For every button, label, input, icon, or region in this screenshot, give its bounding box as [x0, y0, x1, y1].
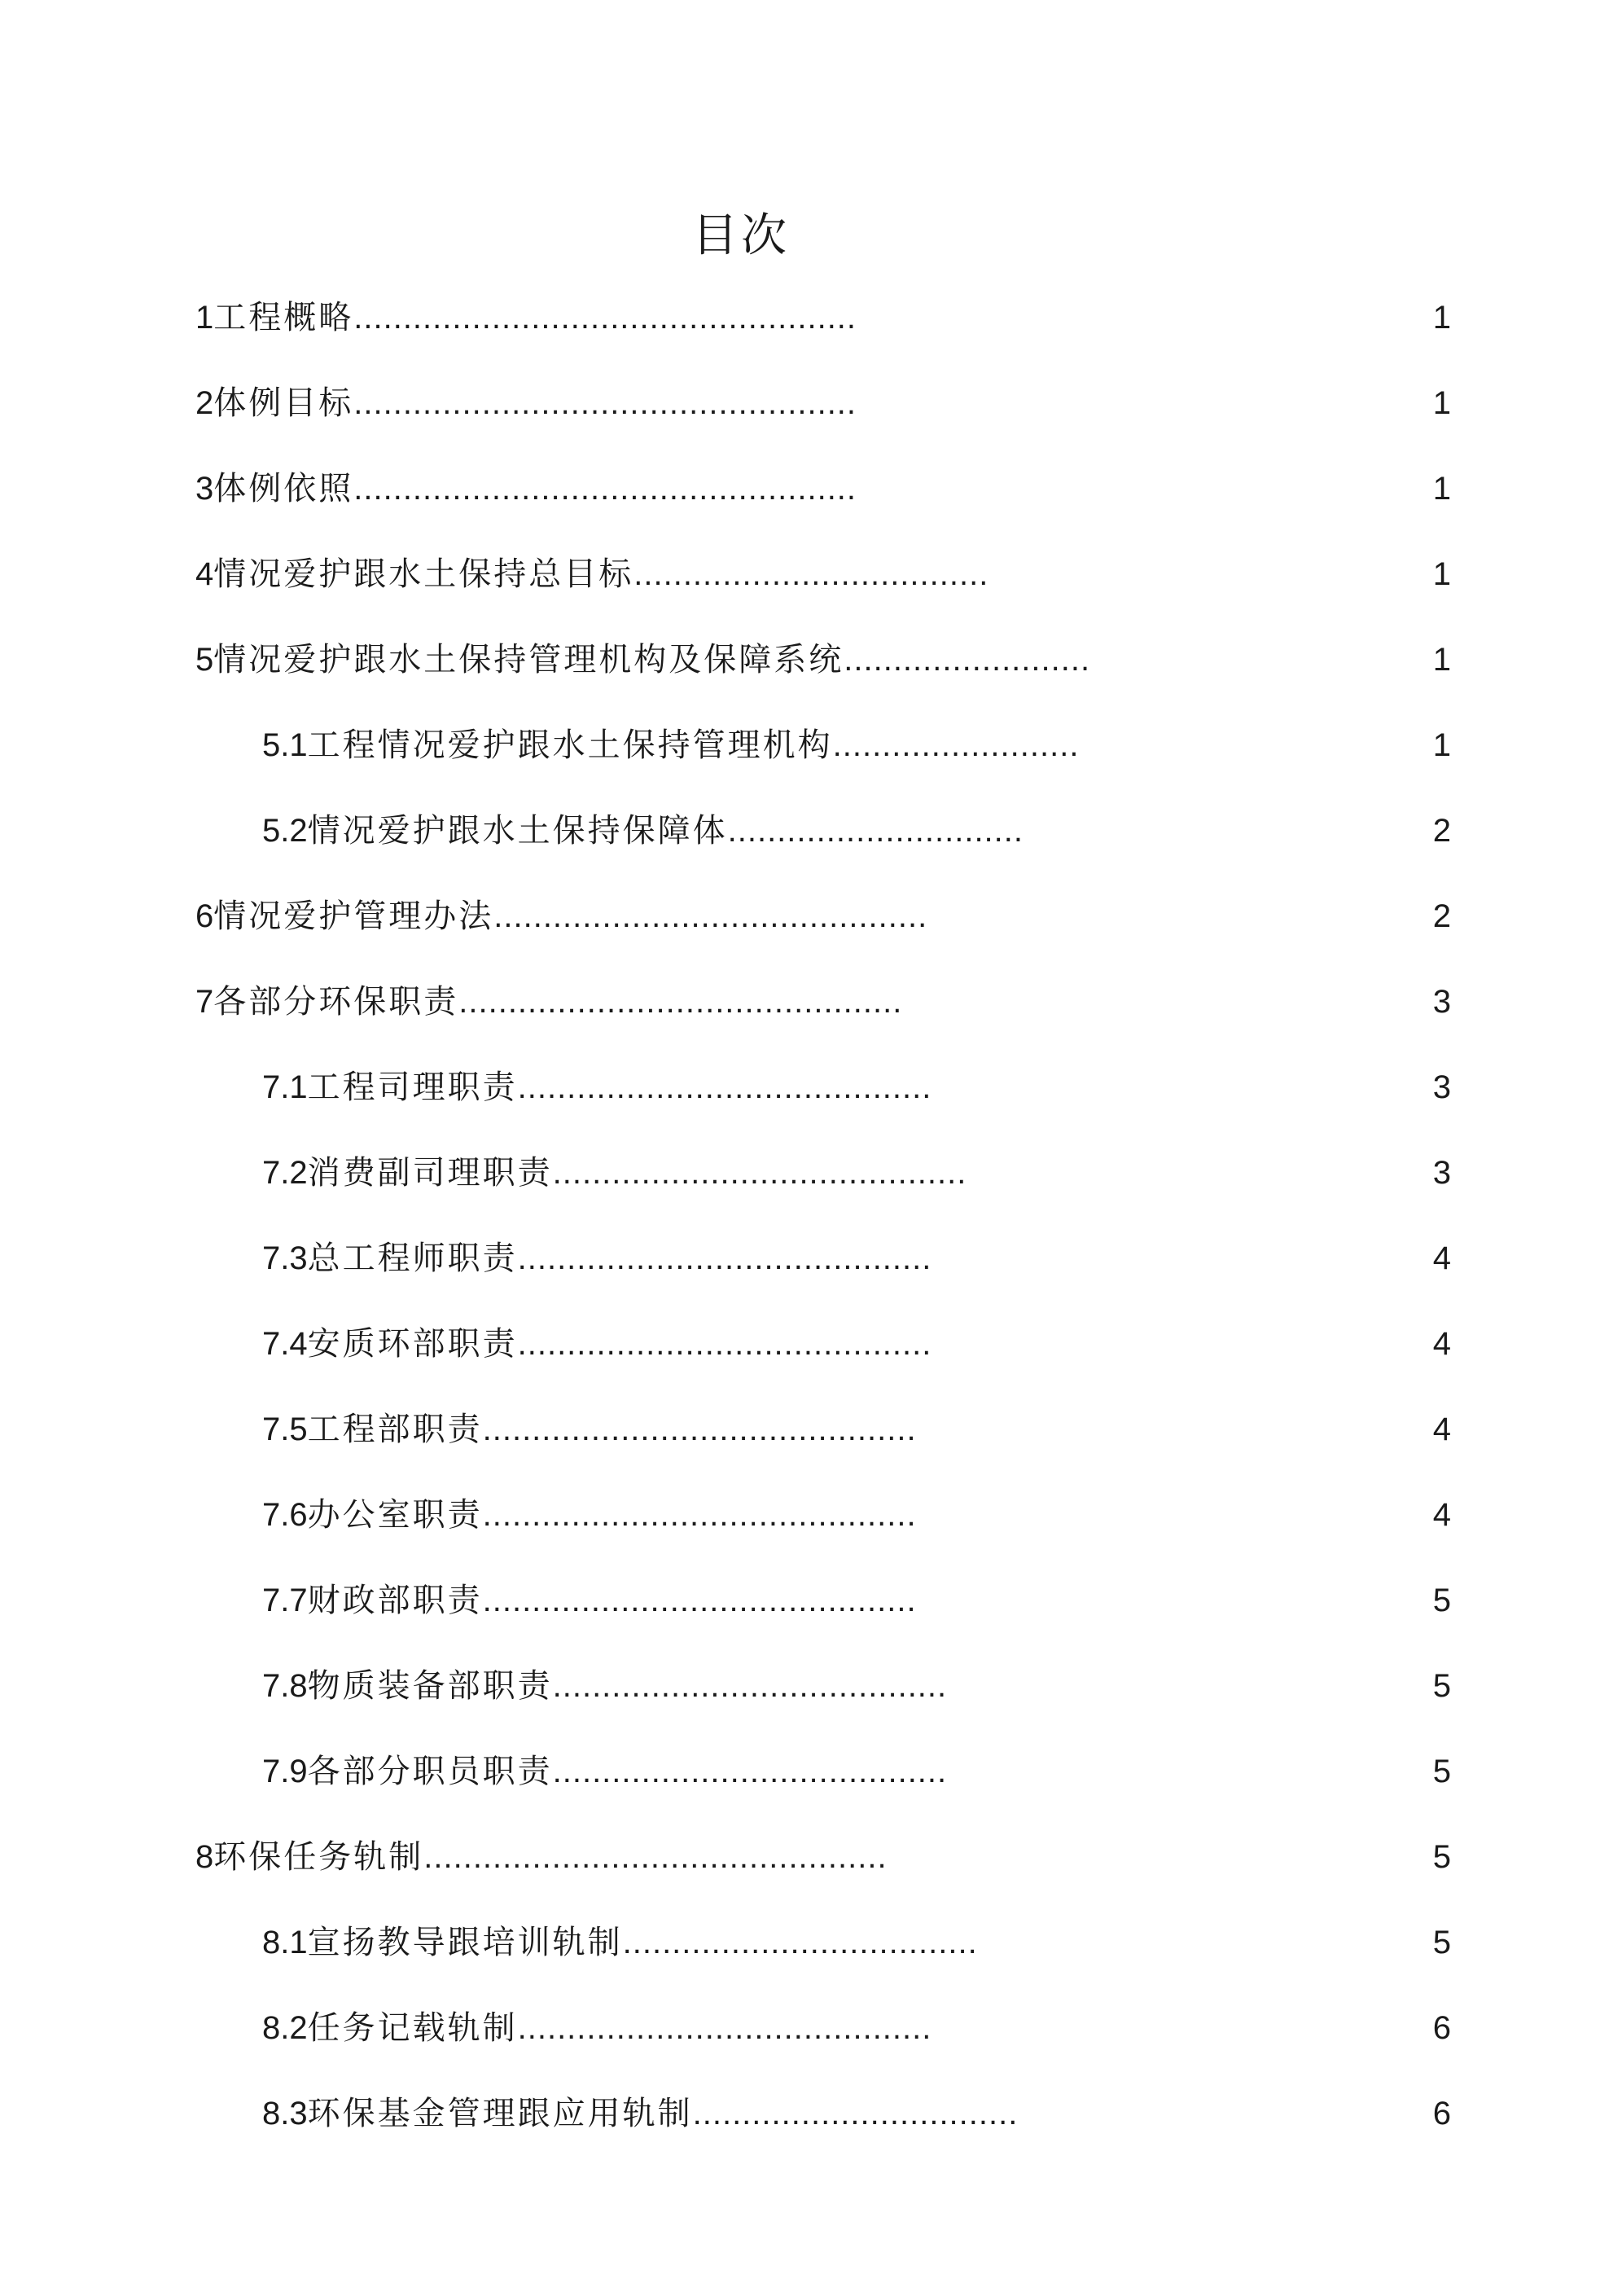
- toc-dot-leader: ..........................................: [517, 2010, 932, 2046]
- toc-entry-number: 8.1: [262, 1925, 308, 1960]
- toc-entry-label: 情况爱护跟水土保持保障体: [307, 813, 728, 849]
- toc-entry-text: [262, 717, 1079, 774]
- toc-entry-text: [262, 1657, 947, 1714]
- toc-entry-text: [262, 1401, 917, 1458]
- toc-entry[interactable]: [0, 1230, 1622, 1315]
- toc-list: [0, 289, 1622, 2171]
- toc-entry-number: 7.5: [262, 1411, 308, 1447]
- toc-dot-leader: .............................................: [458, 984, 903, 1020]
- toc-entry-label: 情况爱护跟水土保持管理机构及保障系统: [213, 642, 844, 678]
- toc-entry-number: 2: [195, 385, 214, 421]
- toc-entry[interactable]: [0, 1743, 1622, 1828]
- toc-entry[interactable]: [0, 888, 1622, 973]
- toc-entry-label: 各部分职员职责: [307, 1754, 553, 1789]
- toc-entry[interactable]: [0, 1657, 1622, 1743]
- toc-entry-label: 各部分环保职责: [213, 984, 459, 1020]
- toc-entry[interactable]: [0, 546, 1622, 631]
- toc-dot-leader: ..............................: [727, 813, 1024, 849]
- toc-entry[interactable]: [0, 802, 1622, 888]
- toc-entry-label: 工程部职责: [307, 1411, 483, 1447]
- toc-page-number: 5: [1432, 1668, 1451, 1704]
- toc-entry-text: [262, 1572, 917, 1629]
- toc-entry-text: [262, 2000, 932, 2057]
- toc-entry[interactable]: [0, 1144, 1622, 1230]
- toc-dot-leader: ..........................................: [552, 1155, 967, 1191]
- toc-entry-number: 6: [195, 898, 214, 934]
- toc-entry-label: 环保任务轨制: [213, 1839, 424, 1875]
- toc-page-number: 1: [1432, 642, 1451, 678]
- toc-dot-leader: ...................................................: [353, 471, 857, 507]
- toc-entry-label: 办公室职责: [307, 1497, 483, 1533]
- toc-dot-leader: ........................................: [552, 1668, 948, 1704]
- toc-entry[interactable]: [0, 1059, 1622, 1144]
- toc-entry-label: 工程情况爱护跟水土保持管理机构: [307, 727, 833, 763]
- toc-entry-number: 7.1: [262, 1069, 308, 1105]
- toc-entry-text: [262, 1059, 932, 1116]
- toc-page-number: 2: [1432, 813, 1451, 849]
- toc-entry-label: 消费副司理职责: [307, 1155, 553, 1191]
- toc-dot-leader: ............................................: [482, 1583, 917, 1618]
- toc-entry-number: 7: [195, 984, 214, 1020]
- toc-title: 目次: [692, 209, 790, 262]
- toc-entry-label: 财政部职责: [307, 1583, 483, 1618]
- toc-page-number: 4: [1432, 1411, 1451, 1447]
- toc-dot-leader: ....................................: [633, 556, 989, 592]
- toc-page-number: 5: [1432, 1925, 1451, 1960]
- toc-entry-label: 环保基金管理跟应用轨制: [307, 2096, 693, 2131]
- toc-entry-text: [262, 2085, 1018, 2142]
- toc-entry-number: 7.3: [262, 1240, 308, 1276]
- toc-entry[interactable]: [0, 460, 1622, 546]
- toc-page-number: 2: [1432, 898, 1451, 934]
- toc-entry-number: 7.6: [262, 1497, 308, 1533]
- toc-entry-number: 7.8: [262, 1668, 308, 1704]
- toc-dot-leader: .........................: [844, 642, 1091, 678]
- toc-page-number: 5: [1432, 1839, 1451, 1875]
- toc-entry[interactable]: [0, 1315, 1622, 1401]
- toc-entry-text: [262, 1914, 978, 1971]
- toc-entry-text: [262, 1315, 932, 1372]
- toc-entry[interactable]: [0, 375, 1622, 460]
- toc-dot-leader: ..........................................: [517, 1240, 932, 1276]
- toc-entry-label: 宣扬教导跟培训轨制: [307, 1925, 623, 1960]
- toc-entry-label: 物质装备部职责: [307, 1668, 553, 1704]
- toc-entry-text: [195, 289, 857, 346]
- toc-dot-leader: ..........................................: [517, 1069, 932, 1105]
- toc-entry-text: [195, 375, 857, 432]
- toc-dot-leader: ..........................................: [517, 1326, 932, 1362]
- toc-entry-text: [262, 1144, 967, 1201]
- toc-entry[interactable]: [0, 1914, 1622, 2000]
- toc-entry-label: 体例依照: [213, 471, 354, 507]
- toc-page-number: 1: [1432, 727, 1451, 763]
- toc-entry-label: 工程概略: [213, 300, 354, 336]
- toc-entry-number: 1: [195, 300, 214, 336]
- toc-entry[interactable]: [0, 973, 1622, 1059]
- toc-dot-leader: ............................................: [493, 898, 928, 934]
- toc-dot-leader: ........................................: [552, 1754, 948, 1789]
- toc-entry-number: 4: [195, 556, 214, 592]
- toc-page-number: 4: [1432, 1240, 1451, 1276]
- toc-entry-label: 安质环部职责: [307, 1326, 518, 1362]
- toc-page-number: 4: [1432, 1497, 1451, 1533]
- toc-page-number: 5: [1432, 1583, 1451, 1618]
- toc-entry[interactable]: [0, 1572, 1622, 1657]
- toc-dot-leader: .........................: [832, 727, 1080, 763]
- toc-entry-label: 情况爱护跟水土保持总目标: [213, 556, 634, 592]
- toc-page-number: 3: [1432, 984, 1451, 1020]
- toc-page-number: 4: [1432, 1326, 1451, 1362]
- toc-page-number: 3: [1432, 1155, 1451, 1191]
- toc-entry-number: 5: [195, 642, 214, 678]
- toc-entry-text: [262, 1486, 917, 1543]
- toc-entry-label: 任务记载轨制: [307, 2010, 518, 2046]
- toc-dot-leader: ............................................: [482, 1497, 917, 1533]
- toc-page-number: 1: [1432, 385, 1451, 421]
- toc-entry-text: [195, 888, 927, 945]
- toc-entry-text: [262, 802, 1024, 859]
- toc-page-number: 5: [1432, 1754, 1451, 1789]
- toc-entry-text: [195, 631, 1090, 688]
- toc-entry-text: [195, 546, 989, 603]
- toc-entry[interactable]: [0, 1828, 1622, 1914]
- toc-entry-label: 体例目标: [213, 385, 354, 421]
- toc-entry-text: [195, 973, 902, 1030]
- toc-entry-number: 7.4: [262, 1326, 308, 1362]
- toc-entry-number: 8: [195, 1839, 214, 1875]
- toc-entry-number: 7.2: [262, 1155, 308, 1191]
- toc-page-number: 6: [1432, 2096, 1451, 2131]
- toc-entry[interactable]: [0, 1401, 1622, 1486]
- toc-page-number: 1: [1432, 471, 1451, 507]
- toc-dot-leader: .................................: [692, 2096, 1019, 2131]
- toc-entry-label: 工程司理职责: [307, 1069, 518, 1105]
- toc-entry-number: 5.2: [262, 813, 308, 849]
- toc-entry-number: 3: [195, 471, 214, 507]
- toc-entry-number: 8.3: [262, 2096, 308, 2131]
- toc-entry[interactable]: [0, 289, 1622, 375]
- toc-page-number: 6: [1432, 2010, 1451, 2046]
- toc-entry-text: [262, 1230, 932, 1287]
- toc-entry-label: 情况爱护管理办法: [213, 898, 494, 934]
- toc-entry-text: [195, 460, 857, 517]
- toc-dot-leader: ...................................................: [353, 385, 857, 421]
- toc-page-number: 1: [1432, 556, 1451, 592]
- toc-entry-number: 7.9: [262, 1754, 308, 1789]
- toc-page-number: 3: [1432, 1069, 1451, 1105]
- toc-entry-number: 8.2: [262, 2010, 308, 2046]
- toc-entry[interactable]: [0, 717, 1622, 802]
- toc-dot-leader: ............................................: [482, 1411, 917, 1447]
- toc-entry-text: [195, 1828, 888, 1886]
- toc-entry[interactable]: [0, 2000, 1622, 2085]
- toc-entry[interactable]: [0, 2085, 1622, 2171]
- toc-dot-leader: ...............................................: [423, 1839, 888, 1875]
- toc-entry[interactable]: [0, 1486, 1622, 1572]
- toc-entry-text: [262, 1743, 947, 1800]
- toc-dot-leader: ....................................: [622, 1925, 978, 1960]
- toc-entry-number: 5.1: [262, 727, 308, 763]
- toc-page-number: 1: [1432, 300, 1451, 336]
- toc-entry[interactable]: [0, 631, 1622, 717]
- toc-entry-label: 总工程师职责: [307, 1240, 518, 1276]
- toc-entry-number: 7.7: [262, 1583, 308, 1618]
- toc-dot-leader: ...................................................: [353, 300, 857, 336]
